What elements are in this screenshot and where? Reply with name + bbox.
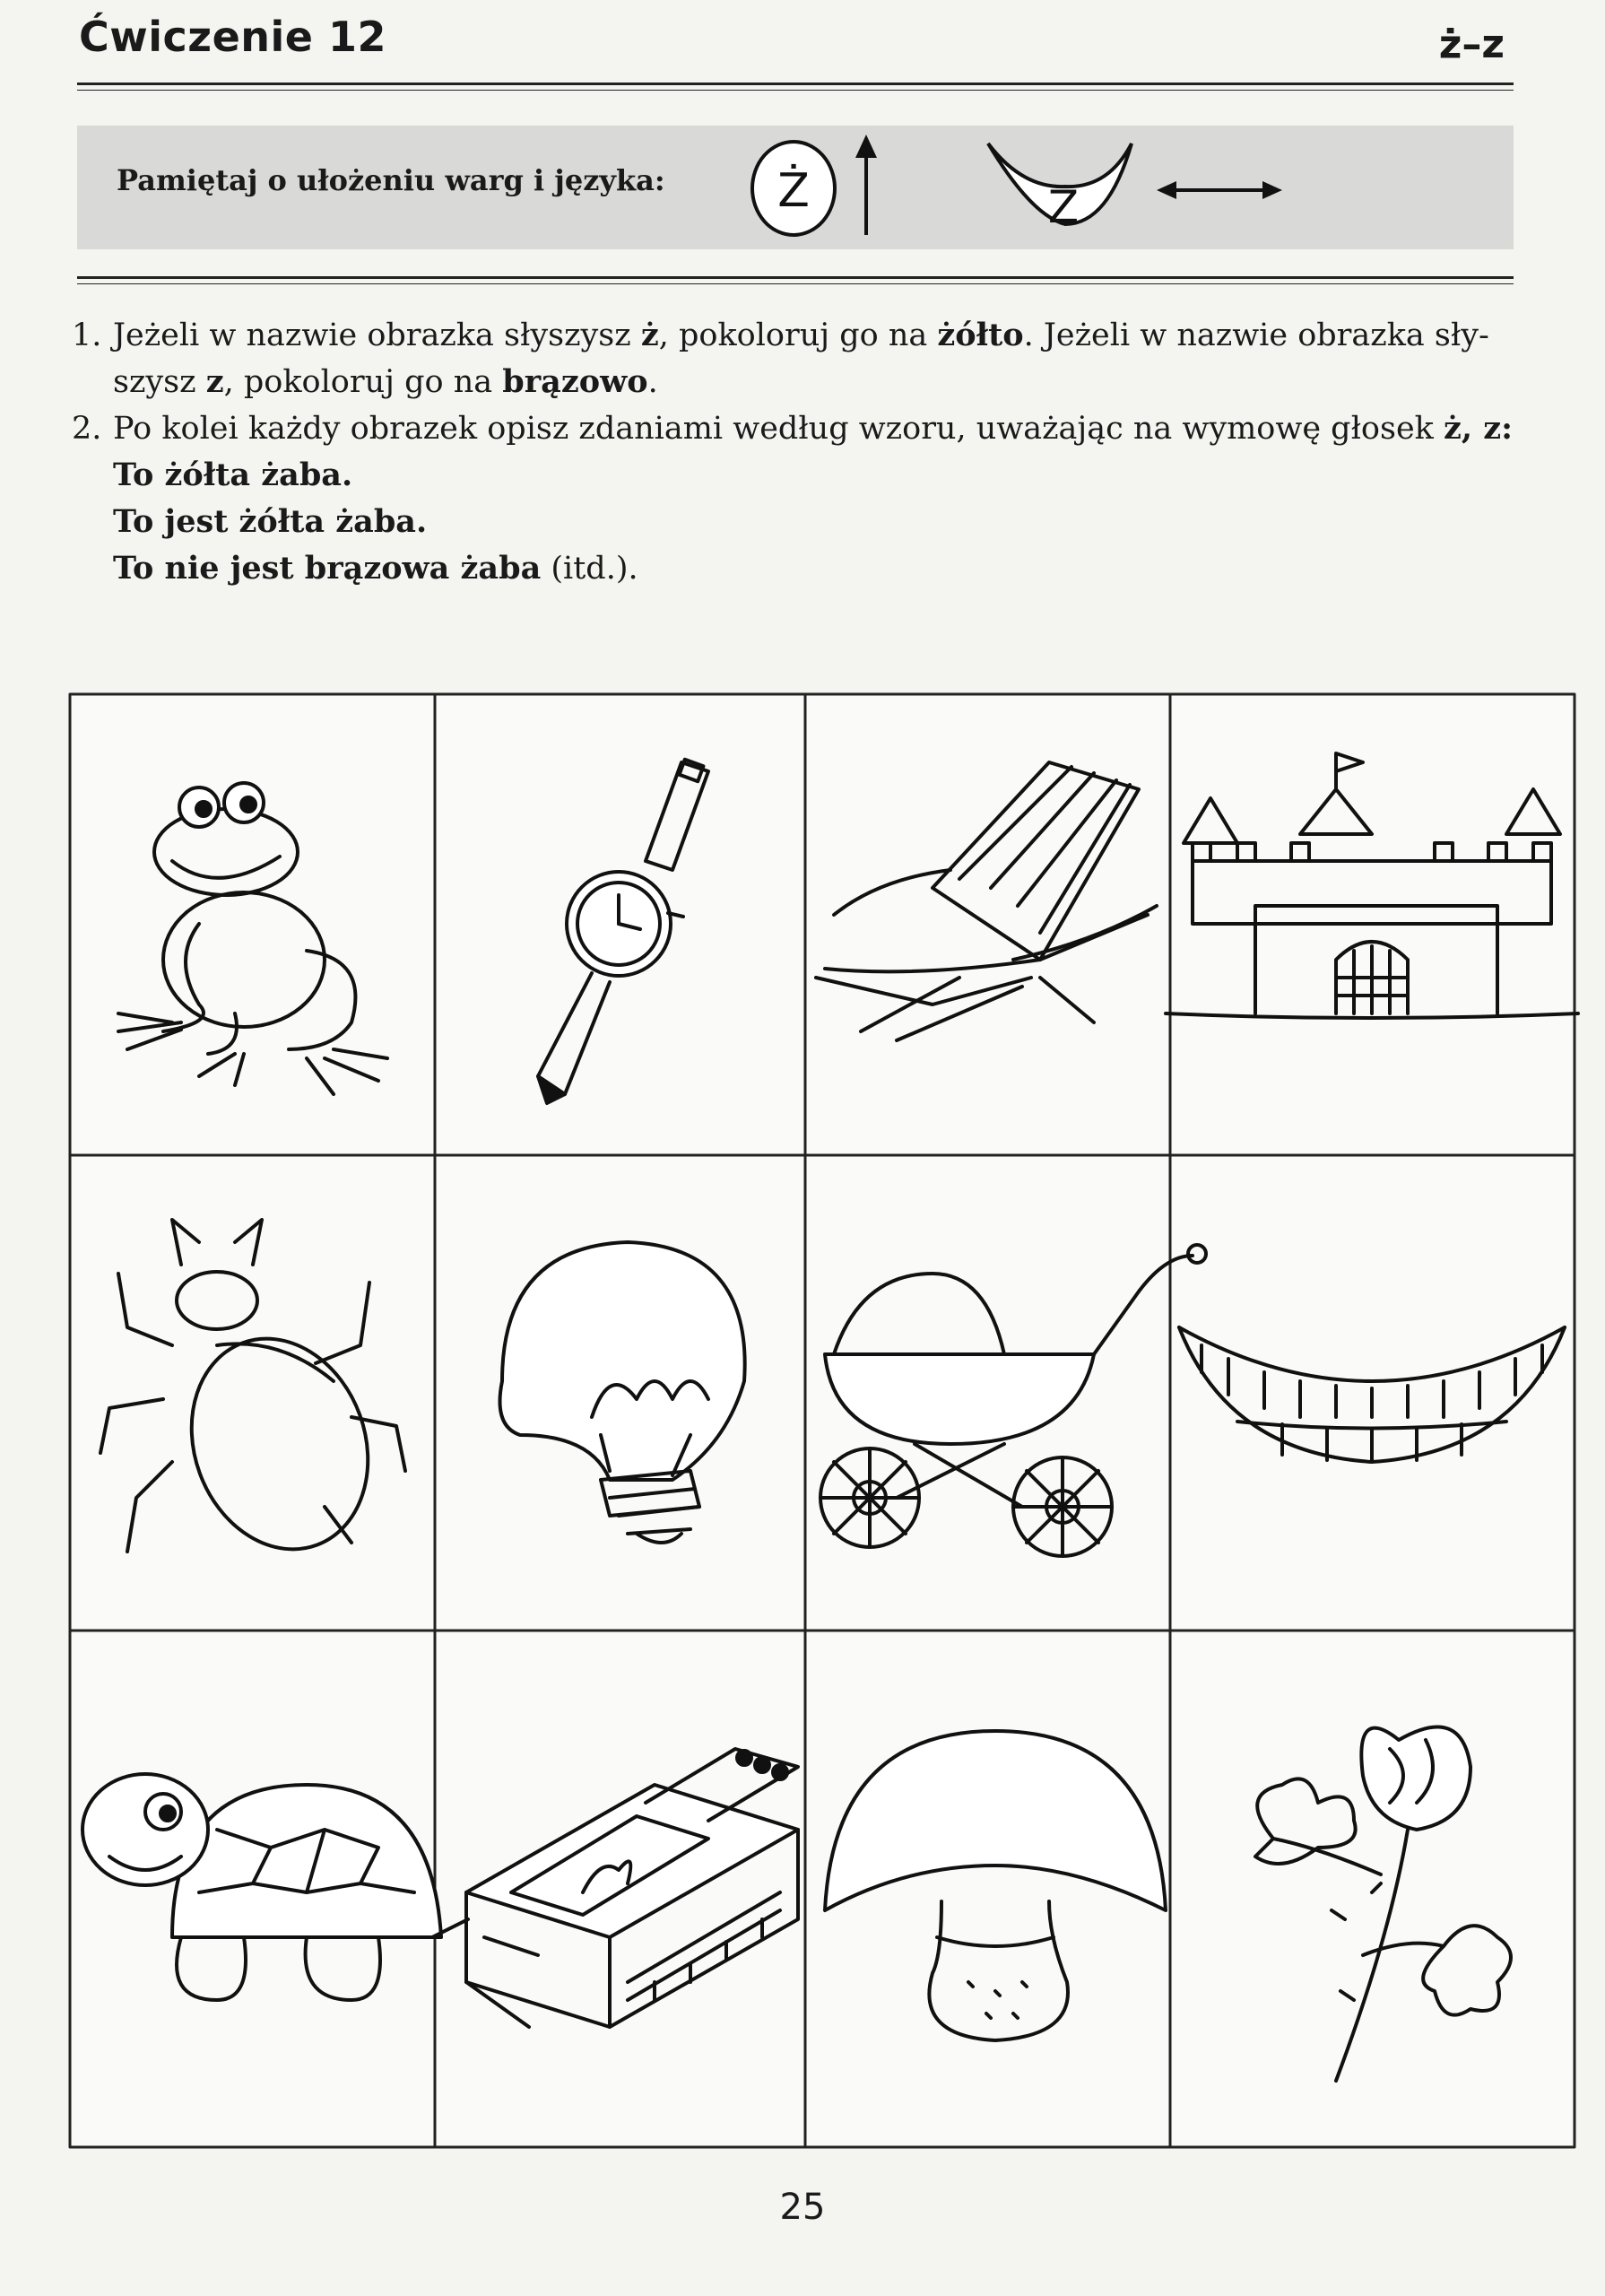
example-sentence-3: To nie jest brązowa żaba (itd.). bbox=[113, 550, 638, 587]
example-sentence-1: To żółta żaba. bbox=[113, 457, 353, 493]
sound2-letter: Z bbox=[1047, 181, 1080, 233]
instruction-2: 2. Po kolei każdy obrazek opisz zdaniami według wzoru, uważając na wymowę głosek ż, z: bbox=[72, 410, 1514, 447]
instruction-1-line-2: szysz z, pokoloruj go na brązowo. bbox=[113, 363, 658, 400]
exercise-title: Ćwiczenie 12 bbox=[79, 13, 387, 61]
page-number: 25 bbox=[779, 2187, 826, 2228]
sound-pair: ż–z bbox=[1438, 22, 1505, 67]
lips-reminder-label: Pamiętaj o ułożeniu warg i języka: bbox=[117, 163, 665, 197]
example-sentence-2: To jest żółta żaba. bbox=[113, 503, 428, 540]
instruction-1-line-1: 1. Jeżeli w nazwie obrazka słyszysz ż, pokoloruj go na żółto. Jeżeli w nazwie obrazka sły- bbox=[72, 317, 1489, 353]
sound1-letter: Ż bbox=[777, 164, 810, 218]
